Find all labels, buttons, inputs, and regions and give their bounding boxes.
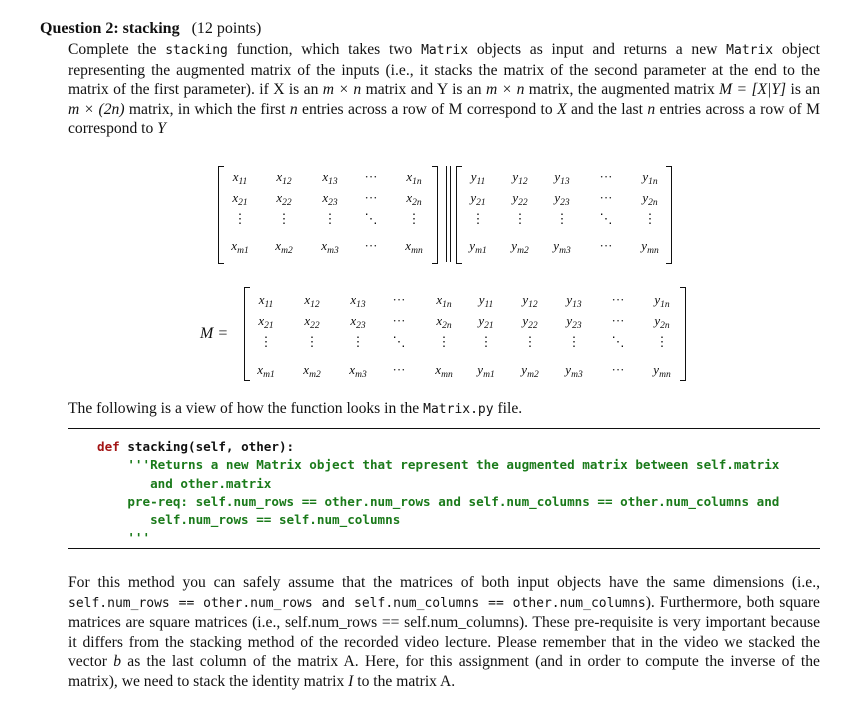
- matrix-entry: $y_{mn}$: [653, 362, 671, 380]
- matrix-entry: $y_{2n}$: [642, 190, 658, 208]
- left-bracket: [244, 287, 250, 381]
- matrix-entry: $y_{21}$: [478, 313, 494, 331]
- question-heading: [40, 20, 261, 38]
- matrix-entry: $y_{m1}$: [477, 362, 495, 380]
- matrix-x: [218, 166, 438, 262]
- matrix-entry: $x_{21}$: [258, 313, 274, 331]
- matrix-entry: $y_{m1}$: [469, 238, 487, 256]
- right-bracket: [680, 287, 686, 381]
- matrix-ellipsis: ⋱: [392, 334, 406, 349]
- code-bottom-rule: [68, 548, 820, 549]
- matrix-entry: $y_{mn}$: [641, 238, 659, 256]
- matrix-ellipsis: ···: [599, 238, 613, 253]
- matrix-entry: $y_{m3}$: [553, 238, 571, 256]
- assumption-paragraph: For this method you can safely assume that the matrices of both input objects have the same dimensions (i.e., self.num_rows == other.num_rows and self.num_columns == other.num_columns). Furthermore, both square matrices are square matrices (i.e., self.num_rows == self.num_columns). These pre-requisite is very important because it differs from the stacking method of the recorded video lecture. Please remember that in the video we stacked the vector b as the last column of the matrix A. Here, for this assignment (and in order to compute the inverse of the matrix), we need to stack the identity matrix I to the matrix A.: [68, 574, 820, 690]
- matrix-m: [244, 287, 686, 379]
- matrix-ellipsis: ⋮: [323, 211, 337, 226]
- matrix-entry: $x_{21}$: [232, 190, 248, 208]
- code-docstring-line: and other.matrix: [97, 475, 272, 491]
- matrix-ellipsis: ···: [611, 313, 625, 328]
- question-title: Question 2: stacking: [40, 20, 180, 37]
- matrix-ellipsis: ···: [392, 292, 406, 307]
- matrix-ellipsis: ⋮: [471, 211, 485, 226]
- matrix-entry: $x_{m3}$: [321, 238, 339, 256]
- matrix-entry: $y_{1n}$: [642, 169, 658, 187]
- matrix-ellipsis: ···: [611, 292, 625, 307]
- matrix-entry: $x_{m2}$: [275, 238, 293, 256]
- code-docstring-end: ''': [97, 530, 151, 546]
- matrix-entry: $x_{12}$: [304, 292, 320, 310]
- matrix-entry: $x_{11}$: [232, 169, 248, 187]
- matrix-entry: $y_{13}$: [554, 169, 570, 187]
- matrix-entry: $x_{m1}$: [257, 362, 275, 380]
- matrix-entry: $x_{mn}$: [405, 238, 423, 256]
- matrix-entry: $y_{23}$: [554, 190, 570, 208]
- matrix-m-label: M =: [200, 325, 229, 342]
- matrix-ellipsis: ···: [364, 238, 378, 253]
- matrix-ellipsis: ⋮: [407, 211, 421, 226]
- matrix-ellipsis: ⋮: [523, 334, 537, 349]
- code-filename: Matrix.py: [423, 402, 494, 417]
- matrix-ellipsis: ⋮: [655, 334, 669, 349]
- matrix-ellipsis: ···: [599, 169, 613, 184]
- code-block: [97, 438, 779, 548]
- matrix-entry: $x_{m1}$: [231, 238, 249, 256]
- matrix-ellipsis: ⋮: [259, 334, 273, 349]
- intro-paragraph: Complete the stacking function, which takes two Matrix objects as input and returns a new Matrix object representing the augmented matrix of the inputs (i.e., it stacks the matrix of the second parameter at the end to the matrix of the first parameter). if X is an m × n matrix and Y is an m × n matrix, the augmented matrix M = [X|Y] is an m × (2n) matrix, in which the first n entries across a row of M correspond to X and the last n entries across a row of M correspond to Y: [68, 41, 821, 138]
- matrix-entry: $x_{mn}$: [435, 362, 453, 380]
- matrix-entry: $y_{22}$: [512, 190, 528, 208]
- code-keyword-def: def: [97, 439, 120, 454]
- matrix-entry: $x_{1n}$: [406, 169, 422, 187]
- right-bracket: [432, 166, 438, 264]
- left-bracket: [456, 166, 462, 264]
- right-bracket: [666, 166, 672, 264]
- matrix-entry: $x_{13}$: [322, 169, 338, 187]
- matrix-entry: $x_{23}$: [350, 313, 366, 331]
- matrix-ellipsis: ⋱: [599, 211, 613, 226]
- augment-bar: [450, 166, 451, 262]
- matrix-ellipsis: ···: [364, 169, 378, 184]
- matrix-entry: $x_{2n}$: [436, 313, 452, 331]
- code-matrix: Matrix: [726, 43, 774, 58]
- matrix-ellipsis: ⋱: [611, 334, 625, 349]
- code-stacking: stacking: [165, 43, 228, 58]
- matrix-ellipsis: ⋮: [513, 211, 527, 226]
- matrix-ellipsis: ⋮: [479, 334, 493, 349]
- matrix-entry: $y_{21}$: [470, 190, 486, 208]
- matrix-entry: $y_{13}$: [566, 292, 582, 310]
- matrix-ellipsis: ⋮: [555, 211, 569, 226]
- code-docstring-line: pre-req: self.num_rows == other.num_rows and self.num_columns == other.num_columns and: [97, 493, 780, 509]
- matrix-entry: $x_{2n}$: [406, 190, 422, 208]
- matrix-ellipsis: ⋮: [305, 334, 319, 349]
- matrix-entry: $x_{22}$: [304, 313, 320, 331]
- matrix-ellipsis: ···: [364, 190, 378, 205]
- matrix-ellipsis: ⋱: [364, 211, 378, 226]
- matrix-ellipsis: ···: [599, 190, 613, 205]
- matrix-ellipsis: ···: [611, 362, 625, 377]
- question-points: (12 points): [191, 20, 262, 37]
- matrix-entry: $x_{m2}$: [303, 362, 321, 380]
- matrix-entry: $y_{11}$: [470, 169, 486, 187]
- code-matrix: Matrix: [421, 43, 469, 58]
- view-sentence: The following is a view of how the function looks in the Matrix.py file.: [68, 400, 523, 417]
- code-top-rule: [68, 428, 820, 429]
- matrix-ellipsis: ⋮: [277, 211, 291, 226]
- code-assumption: self.num_rows == other.num_rows and self.num_columns == other.num_columns: [68, 595, 646, 611]
- code-docstring-line: '''Returns a new Matrix object that represent the augmented matrix between self.matrix: [97, 457, 780, 473]
- matrix-entry: $y_{12}$: [522, 292, 538, 310]
- matrix-entry: $y_{1n}$: [654, 292, 670, 310]
- matrix-ellipsis: ···: [392, 313, 406, 328]
- matrix-entry: $y_{23}$: [566, 313, 582, 331]
- code-signature: stacking(self, other):: [119, 439, 295, 454]
- matrix-ellipsis: ⋮: [643, 211, 657, 226]
- matrix-entry: $y_{m2}$: [511, 238, 529, 256]
- code-docstring-line: self.num_rows == self.num_columns: [97, 512, 401, 528]
- matrix-entry: $x_{1n}$: [436, 292, 452, 310]
- matrix-ellipsis: ···: [392, 362, 406, 377]
- matrix-entry: $y_{m2}$: [521, 362, 539, 380]
- augment-bar: [446, 166, 447, 262]
- matrix-entry: $y_{m3}$: [565, 362, 583, 380]
- matrix-entry: $y_{11}$: [478, 292, 494, 310]
- matrix-entry: $x_{23}$: [322, 190, 338, 208]
- matrix-ellipsis: ⋮: [437, 334, 451, 349]
- matrix-entry: $x_{12}$: [276, 169, 292, 187]
- matrix-entry: $x_{m3}$: [349, 362, 367, 380]
- left-bracket: [218, 166, 224, 264]
- matrix-entry: $x_{22}$: [276, 190, 292, 208]
- matrix-entry: $x_{13}$: [350, 292, 366, 310]
- matrix-y: [456, 166, 672, 262]
- matrix-ellipsis: ⋮: [233, 211, 247, 226]
- matrix-entry: $y_{22}$: [522, 313, 538, 331]
- matrix-entry: $x_{11}$: [258, 292, 274, 310]
- matrix-ellipsis: ⋮: [567, 334, 581, 349]
- matrix-ellipsis: ⋮: [351, 334, 365, 349]
- matrix-entry: $y_{12}$: [512, 169, 528, 187]
- matrix-entry: $y_{2n}$: [654, 313, 670, 331]
